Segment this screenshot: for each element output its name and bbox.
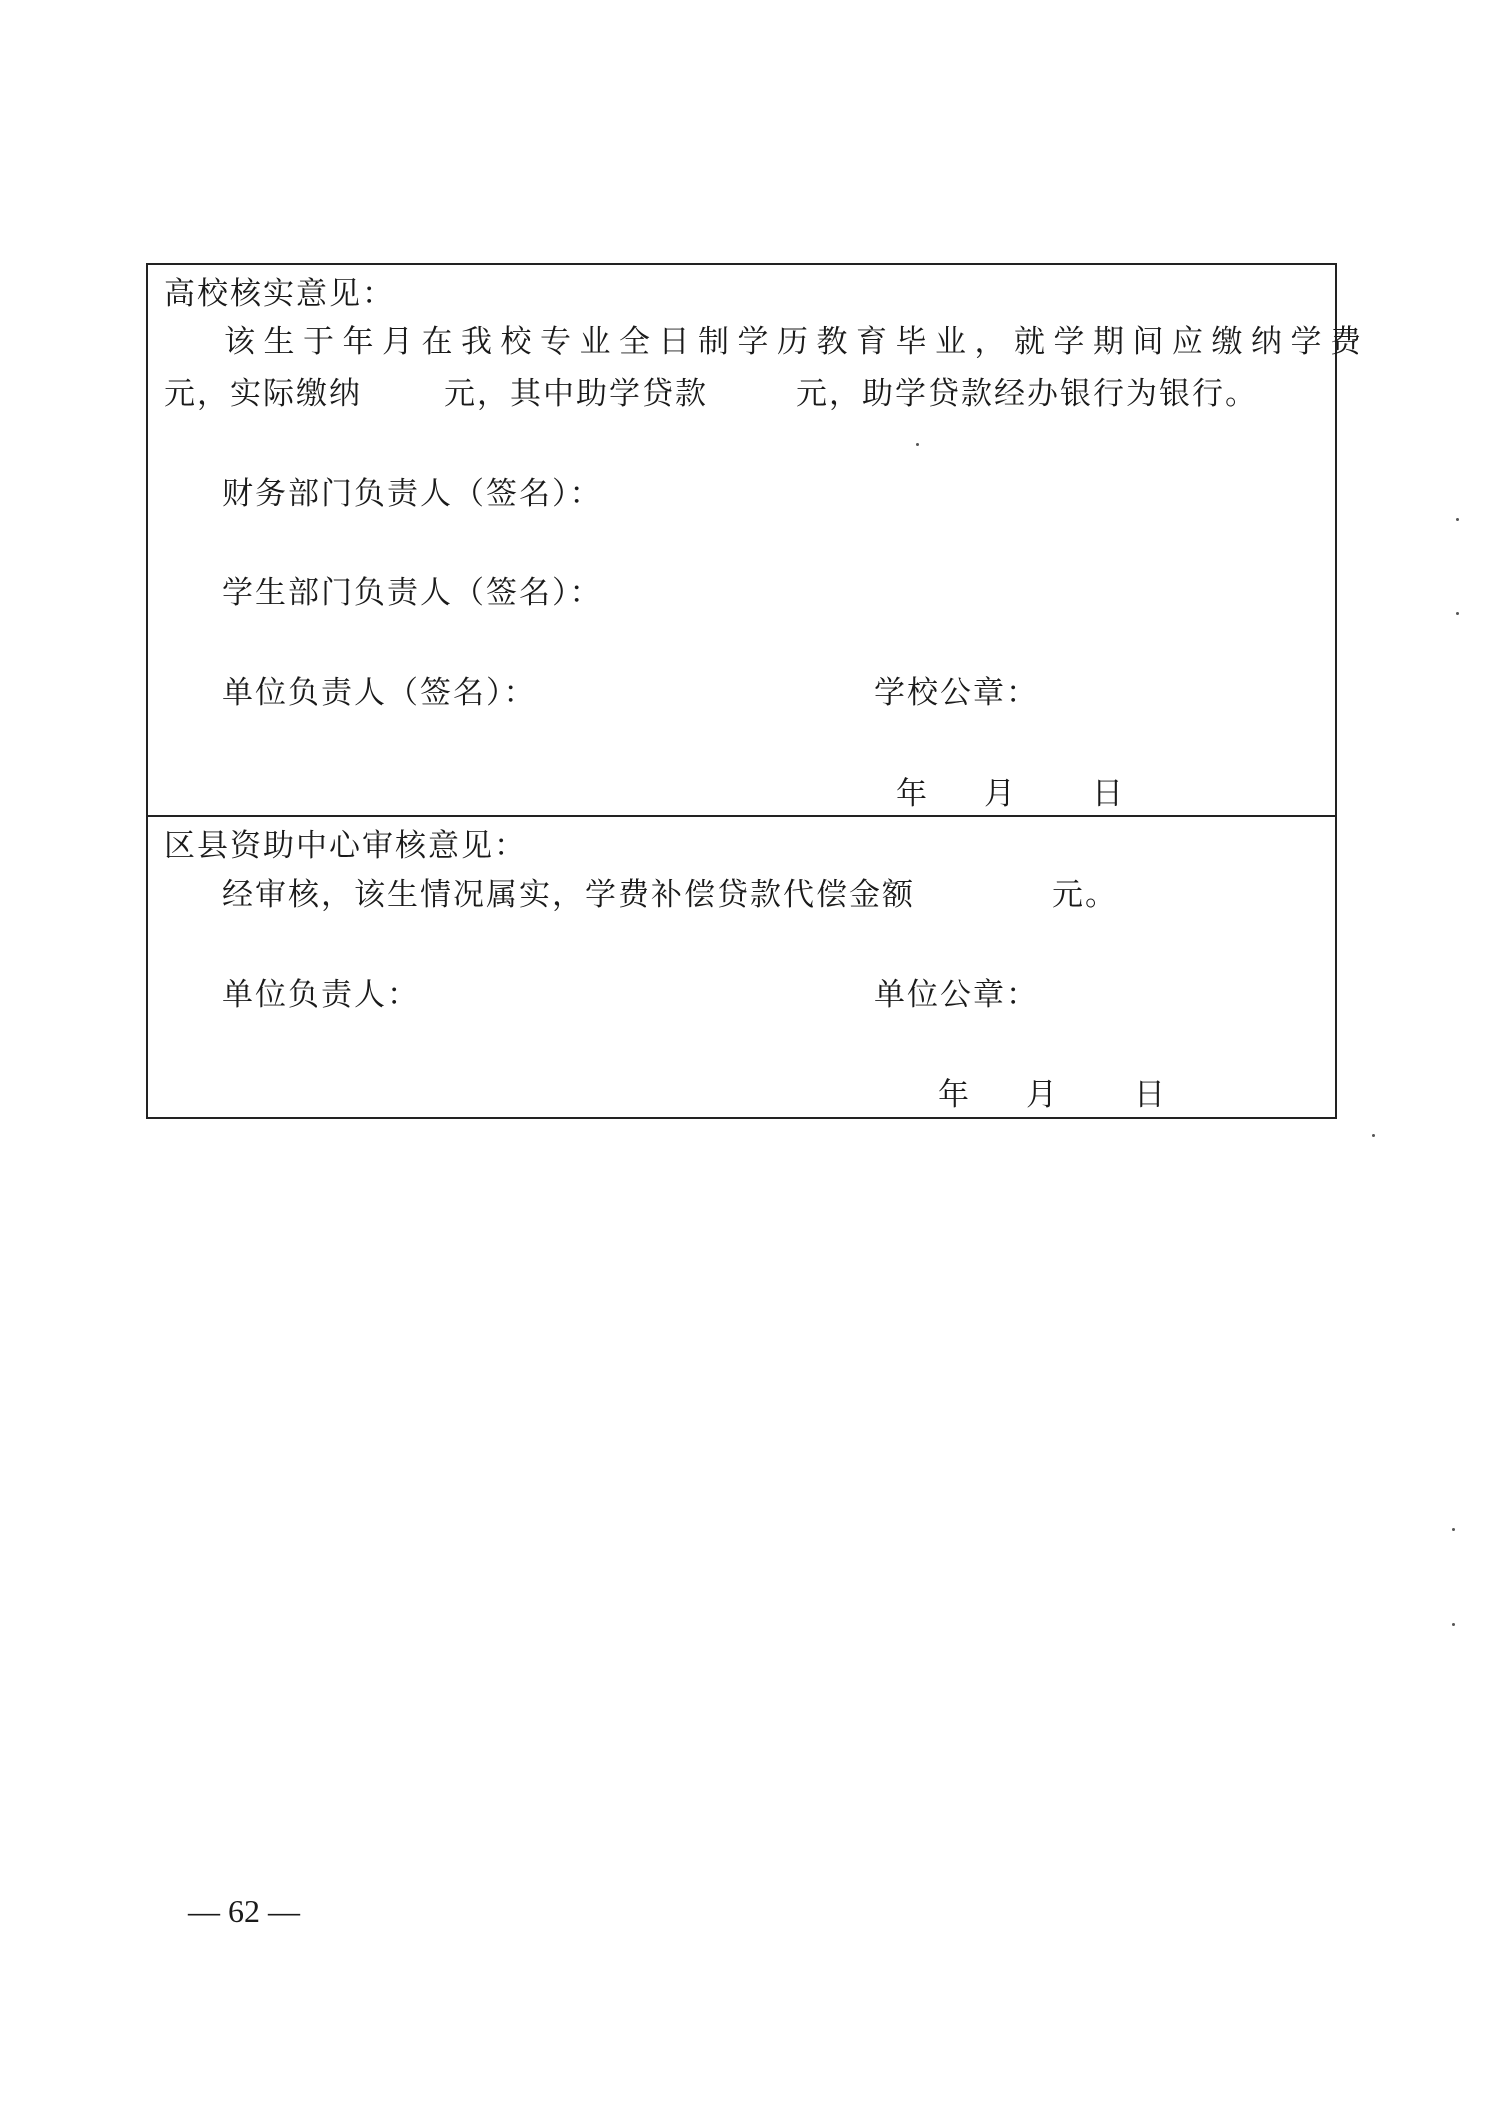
district-paragraph-a: 经审核，该生情况属实，学费补偿贷款代偿金额 [222, 877, 915, 913]
scan-speck [1452, 1528, 1455, 1531]
district-unit-seal-label: 单位公章： [874, 977, 1039, 1013]
university-date-month: 月 [984, 776, 1017, 812]
scan-speck [1456, 612, 1459, 615]
district-date-day: 日 [1134, 1077, 1167, 1113]
student-dept-signature-label: 学生部门负责人（签名）： [222, 575, 603, 611]
university-paragraph-line2-c: 元，助学贷款经办银行为银行。 [796, 376, 1258, 412]
district-paragraph-b: 元。 [1052, 877, 1118, 913]
scan-speck [916, 443, 919, 446]
school-seal-label: 学校公章： [874, 675, 1039, 711]
district-unit-head-label: 单位负责人： [222, 977, 420, 1013]
university-paragraph-line2-b: 元，其中助学贷款 [444, 376, 708, 412]
page-number: — 62 — [188, 1893, 300, 1929]
university-date-year: 年 [896, 776, 929, 812]
university-heading: 高校核实意见： [164, 276, 395, 312]
finance-dept-signature-label: 财务部门负责人（签名）： [222, 476, 603, 512]
scan-speck [1456, 518, 1459, 521]
university-date-day: 日 [1092, 776, 1125, 812]
university-paragraph-line1: 该生于年月在我校专业全日制学历教育毕业，就学期间应缴纳学费 [224, 324, 1370, 360]
university-paragraph-line2-a: 元，实际缴纳 [164, 376, 362, 412]
scan-speck [1452, 1623, 1455, 1626]
scan-speck [1372, 1134, 1375, 1137]
district-heading: 区县资助中心审核意见： [164, 828, 527, 864]
verification-form [146, 263, 1370, 1119]
district-date-year: 年 [938, 1077, 971, 1113]
unit-head-signature-label: 单位负责人（签名）： [222, 675, 537, 711]
section-divider [148, 815, 1335, 817]
district-date-month: 月 [1026, 1077, 1059, 1113]
